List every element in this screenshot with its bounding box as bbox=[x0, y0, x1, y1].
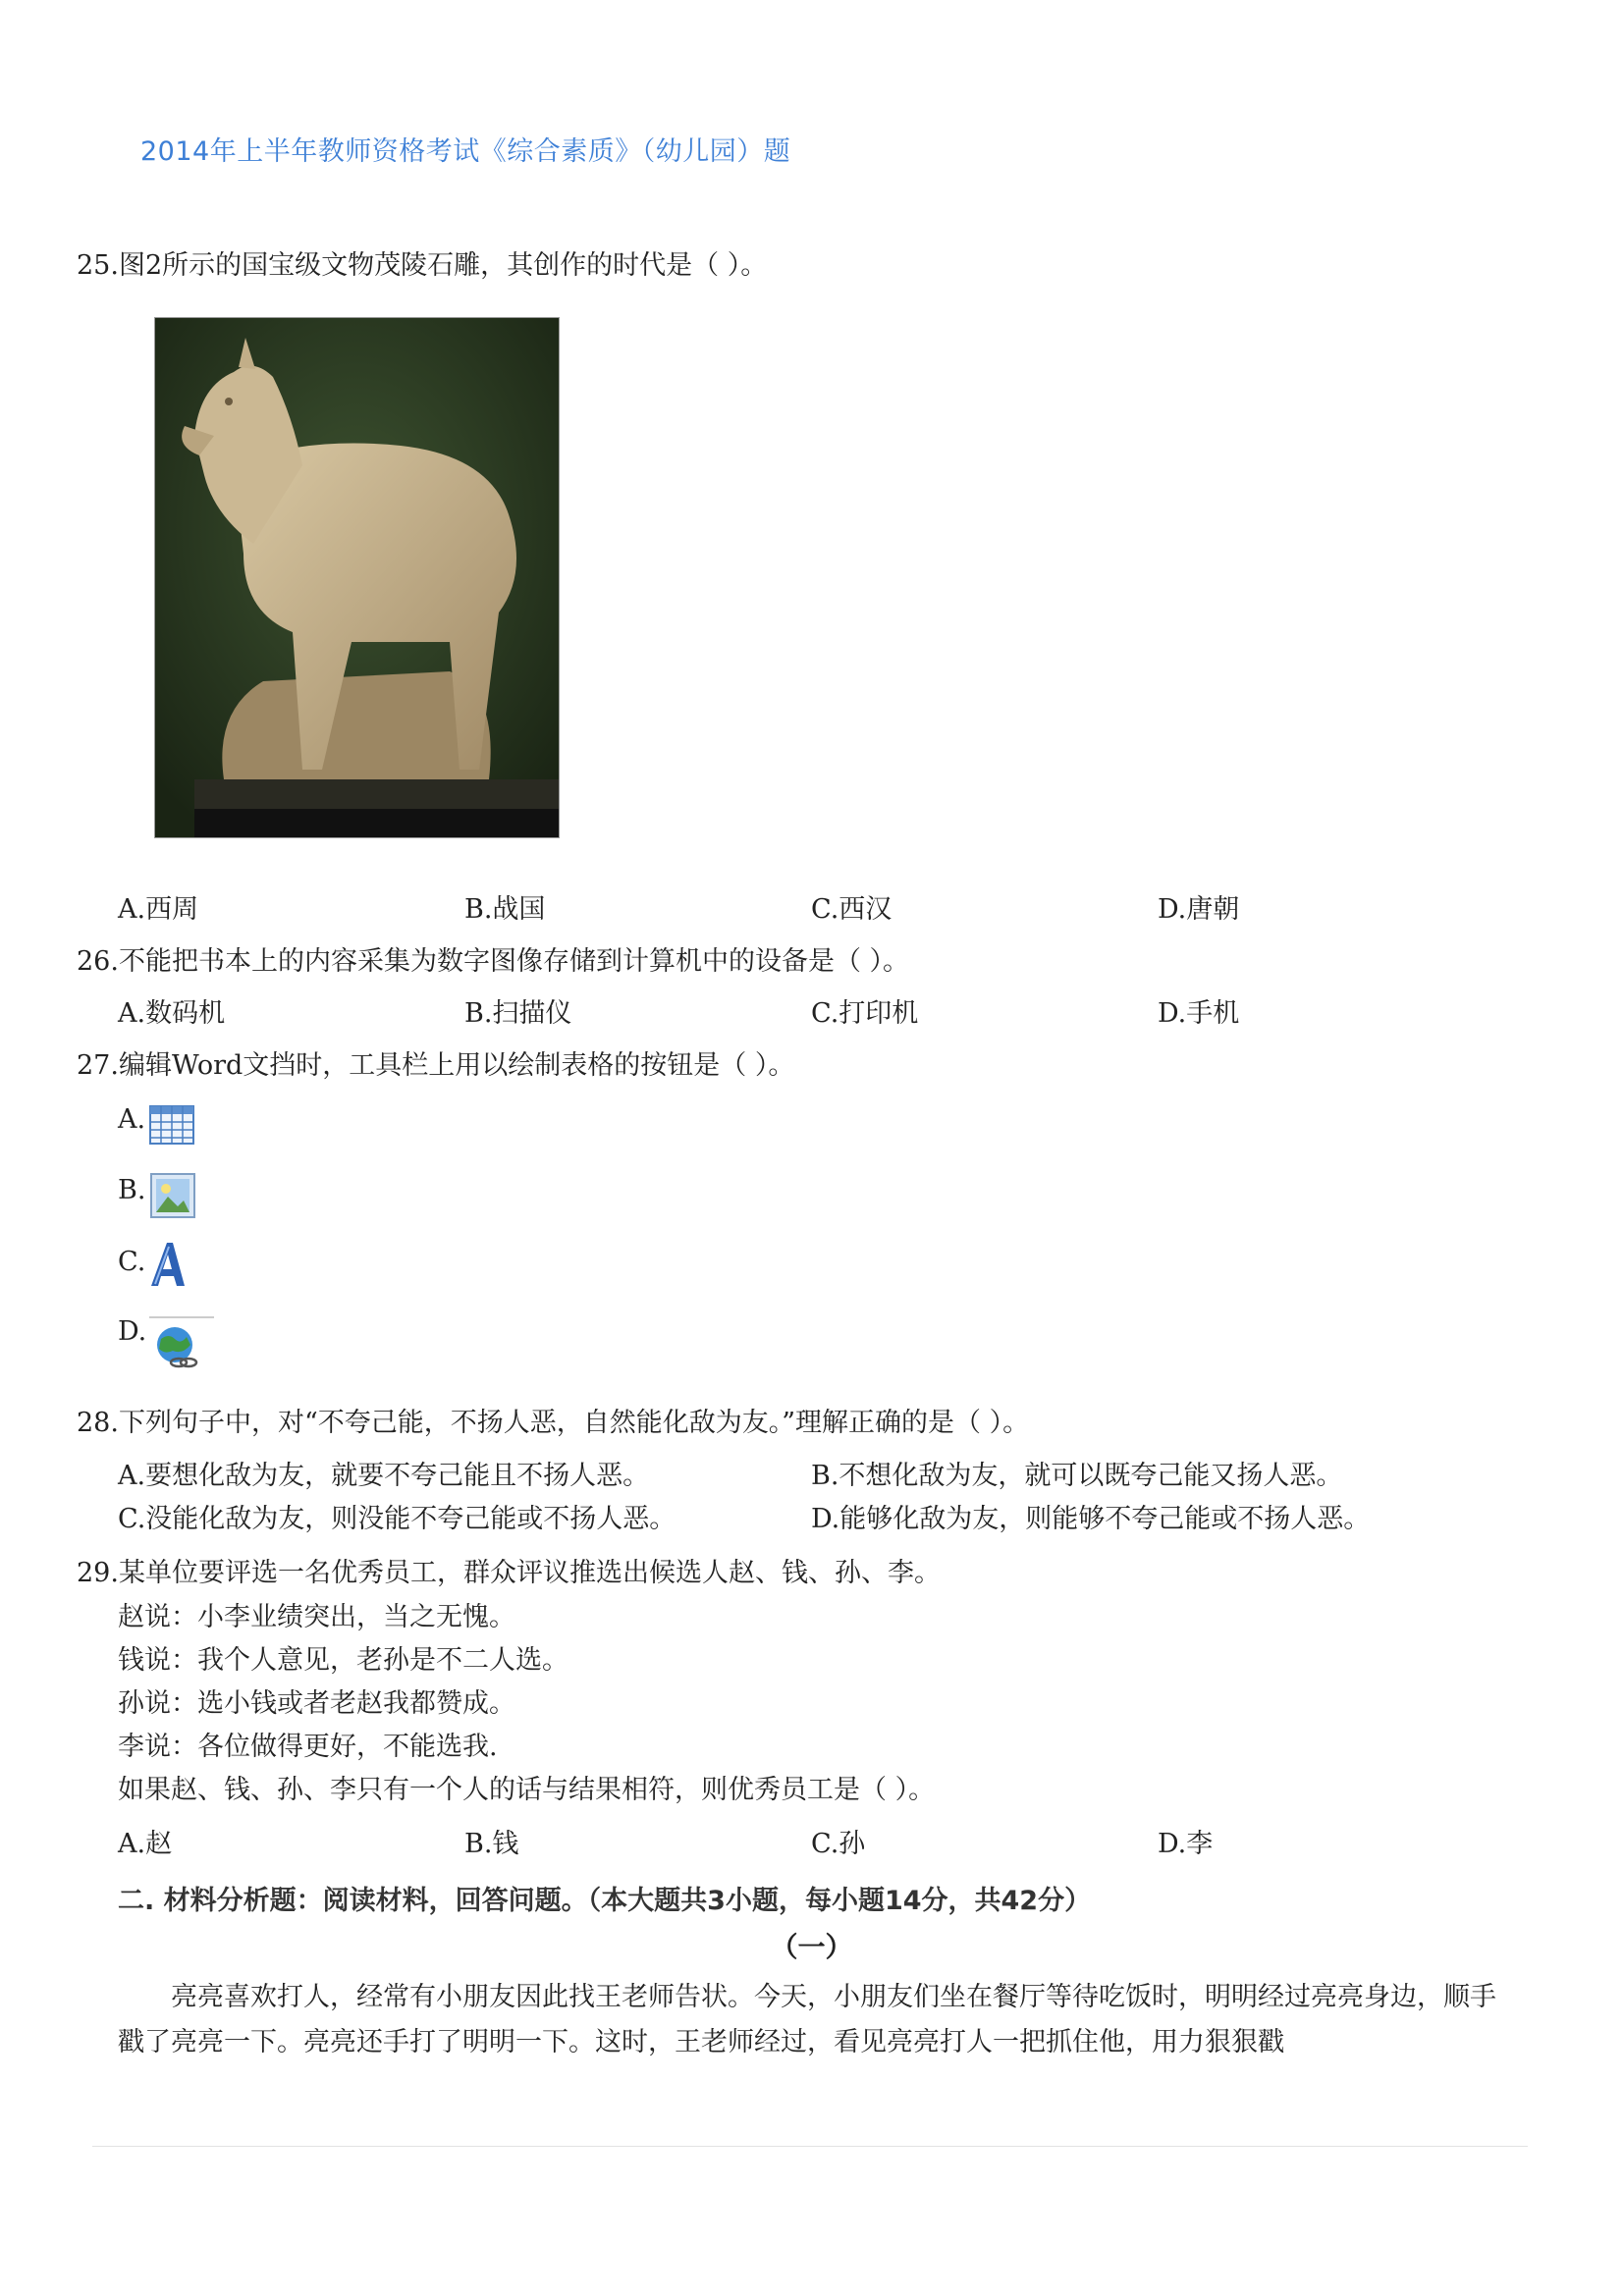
q29-option-b[interactable]: B.钱 bbox=[464, 1829, 519, 1859]
question-29-stem: 29.某单位要评选一名优秀员工，群众评议推选出候选人赵、钱、孙、李。 bbox=[77, 1558, 941, 1588]
question-26-stem: 26.不能把书本上的内容采集为数字图像存储到计算机中的设备是（ ）。 bbox=[77, 946, 910, 977]
q27-option-c[interactable]: C. bbox=[118, 1247, 146, 1277]
q26-option-a[interactable]: A.数码机 bbox=[118, 998, 226, 1029]
maoling-stone-horse-photo bbox=[154, 317, 560, 838]
q26-option-d[interactable]: D.手机 bbox=[1158, 998, 1240, 1029]
q28-option-d[interactable]: D.能够化敌为友，则能够不夸己能或不扬人恶。 bbox=[811, 1504, 1371, 1534]
q26-option-b[interactable]: B.扫描仪 bbox=[464, 998, 572, 1029]
table-icon[interactable] bbox=[149, 1105, 194, 1148]
section-2-title: 二. 材料分析题：阅读材料，回答问题。（本大题共3小题，每小题14分，共42分） bbox=[118, 1886, 1092, 1916]
q29-option-d[interactable]: D.李 bbox=[1158, 1829, 1214, 1859]
q25-option-b[interactable]: B.战国 bbox=[464, 894, 546, 925]
q25-option-d[interactable]: D.唐朝 bbox=[1158, 894, 1240, 925]
question-28-stem: 28.下列句子中，对“不夸己能，不扬人恶，自然能化敌为友。”理解正确的是（ ）。 bbox=[77, 1408, 1030, 1438]
material-paragraph bbox=[118, 1975, 1512, 2065]
q29-statement-sun: 孙说：选小钱或者老赵我都赞成。 bbox=[118, 1688, 515, 1719]
q29-condition: 如果赵、钱、孙、李只有一个人的话与结果相符，则优秀员工是（ ）。 bbox=[118, 1775, 936, 1805]
wordart-icon[interactable] bbox=[145, 1239, 189, 1294]
q27-option-d[interactable]: D. bbox=[118, 1316, 147, 1347]
picture-icon[interactable] bbox=[150, 1173, 195, 1222]
material-paragraph-text: 亮亮喜欢打人，经常有小朋友因此找王老师告状。今天，小朋友们坐在餐厅等待吃饭时，明明经过亮亮身边，顺手戳了亮亮一下。亮亮还手打了明明一下。这时，王老师经过，看见亮亮打人一把抓住他，用力狠狠戳 bbox=[118, 1982, 1496, 2057]
q25-option-c[interactable]: C.西汉 bbox=[811, 894, 893, 925]
q25-option-a[interactable]: A.西周 bbox=[118, 894, 199, 925]
q29-option-c[interactable]: C.孙 bbox=[811, 1829, 866, 1859]
q28-option-a[interactable]: A.要想化敌为友，就要不夸己能且不扬人恶。 bbox=[118, 1461, 650, 1491]
q27-option-b[interactable]: B. bbox=[118, 1175, 146, 1205]
q28-option-c[interactable]: C.没能化敌为友，则没能不夸己能或不扬人恶。 bbox=[118, 1504, 676, 1534]
question-25-stem: 25.图2所示的国宝级文物茂陵石雕，其创作的时代是（ ）。 bbox=[77, 250, 768, 281]
page-title: 2014年上半年教师资格考试《综合素质》（幼儿园）题 bbox=[140, 136, 791, 167]
q27-option-a[interactable]: A. bbox=[118, 1104, 146, 1135]
section-2-subtitle: （一） bbox=[770, 1931, 853, 1963]
hyperlink-globe-icon[interactable] bbox=[147, 1315, 216, 1378]
q29-statement-zhao: 赵说：小李业绩突出，当之无愧。 bbox=[118, 1602, 515, 1632]
q26-option-c[interactable]: C.打印机 bbox=[811, 998, 919, 1029]
q29-statement-qian: 钱说：我个人意见，老孙是不二人选。 bbox=[118, 1645, 568, 1676]
question-27-stem: 27.编辑Word文挡时，工具栏上用以绘制表格的按钮是（ ）。 bbox=[77, 1050, 795, 1081]
q29-statement-li: 李说：各位做得更好，不能选我. bbox=[118, 1732, 498, 1762]
q28-option-b[interactable]: B.不想化敌为友，就可以既夸己能又扬人恶。 bbox=[811, 1461, 1343, 1491]
footer-divider bbox=[92, 2146, 1528, 2147]
q29-option-a[interactable]: A.赵 bbox=[118, 1829, 173, 1859]
